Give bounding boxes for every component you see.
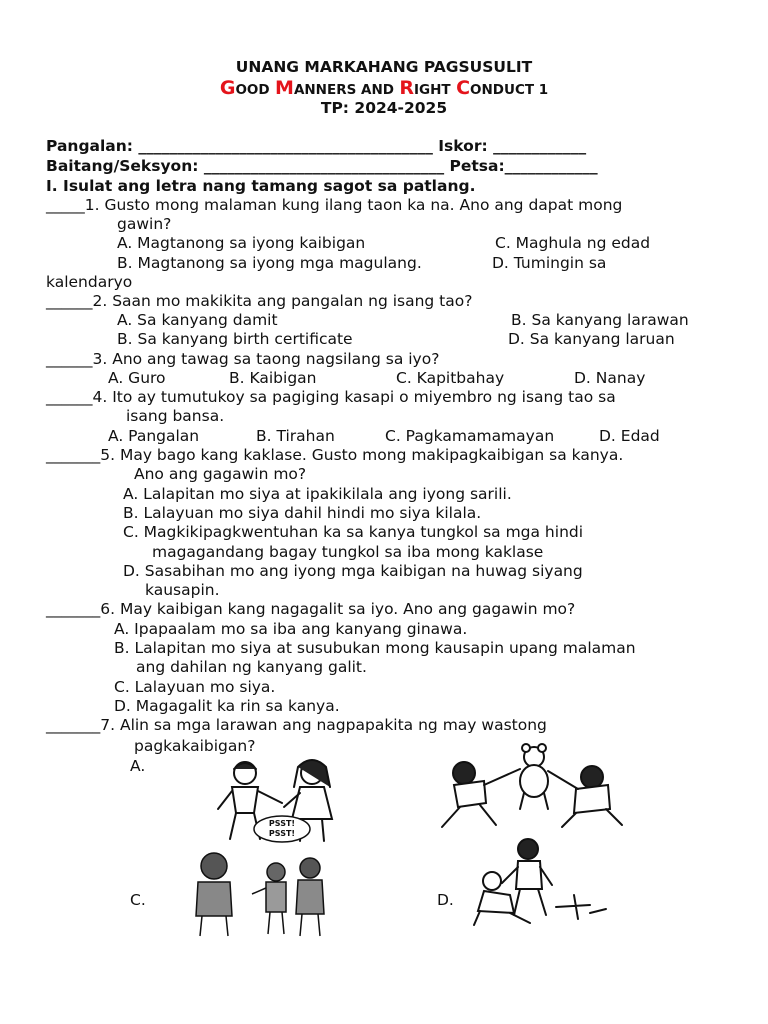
q7-label-d: D. [437,891,454,909]
q4-option-b: B. Tirahan [256,427,335,445]
q5-option-b: B. Lalayuan mo siya dahil hindi mo siya kilala. [123,504,482,522]
psst-caption: PSST! [268,819,296,828]
q1-option-c: C. Maghula ng edad [495,234,651,252]
q4-option-c: C. Pagkamamamayan [385,427,555,445]
name-score-row[interactable]: Pangalan: ______________________________________ Iskor: ____________ [46,137,587,155]
section-date-row[interactable]: Baitang/Seksyon: _______________________________ Petsa:____________ [46,157,598,175]
q4-option-a: A. Pangalan [108,427,200,445]
subject-title-ight: IGHT [414,82,451,98]
q1-option-d: D. Tumingin sa [492,254,607,272]
exam-title: UNANG MARKAHANG PAGSUSULIT [235,58,533,76]
question-5: _______5. May bago kang kaklase. Gusto mong makipagkaibigan sa kanya. [46,446,624,464]
school-year: TP: 2024-2025 [320,99,448,117]
q4-option-d: D. Edad [599,427,660,445]
subject-title-r: R [399,77,415,99]
q3-option-b: B. Kaibigan [229,369,317,387]
q6-option-b-cont: ang dahilan ng kanyang galit. [136,658,367,676]
question-7-cont: pagkakaibigan? [134,737,256,755]
subject-title [0,77,768,99]
subject-title-onduct: ONDUCT 1 [470,82,549,98]
subject-title-m: M [275,77,294,99]
q2-option-b: B. Sa kanyang larawan [511,311,689,329]
q3-option-a: A. Guro [108,369,166,387]
q5-option-d-cont: kausapin. [145,581,220,599]
picture-b-fighting [424,743,644,833]
q5-option-c: C. Magkikipagkwentuhan ka sa kanya tungkol sa mga hindi [123,523,584,541]
picture-a-whispering [190,757,370,847]
q7-label-a: A. [130,757,146,775]
q2-option-a: A. Sa kanyang damit [117,311,278,329]
q6-option-c: C. Lalayuan mo siya. [114,678,276,696]
subject-title-g: G [219,77,236,99]
picture-d-helping [470,835,620,931]
subject-title-c: C [456,77,471,99]
q1-option-a: A. Magtanong sa iyong kaibigan [117,234,366,252]
question-4: ______4. Ito ay tumutukoy sa pagiging kasapi o miyembro ng isang tao sa [46,388,616,406]
q2-option-d: D. Sa kanyang laruan [508,330,675,348]
question-4-cont: isang bansa. [126,407,225,425]
question-7: _______7. Alin sa mga larawan ang nagpapakita ng may wastong [46,716,547,734]
q1-option-d-cont: kalendaryo [46,273,133,291]
q5-option-d: D. Sasabihan mo ang iyong mga kaibigan na huwag siyang [123,562,583,580]
question-1-cont: gawin? [117,215,172,233]
question-3: ______3. Ano ang tawag sa taong nagsilang sa iyo? [46,350,440,368]
q3-option-c: C. Kapitbahay [396,369,505,387]
picture-c-group [186,850,336,938]
question-5-cont: Ano ang gagawin mo? [134,465,307,483]
question-1: _____1. Gusto mong malaman kung ilang taon ka na. Ano ang dapat mong [46,196,623,214]
svg-text:PSST!: PSST! [268,829,296,838]
q3-option-d: D. Nanay [574,369,646,387]
q6-option-a: A. Ipapaalam mo sa iba ang kanyang ginawa. [114,620,468,638]
question-6: _______6. May kaibigan kang nagagalit sa iyo. Ano ang gagawin mo? [46,600,576,618]
q5-option-c-cont: magagandang bagay tungkol sa iba mong kaklase [152,543,544,561]
question-2: ______2. Saan mo makikita ang pangalan ng isang tao? [46,292,473,310]
subject-title-ood: OOD [235,82,270,98]
q6-option-d: D. Magagalit ka rin sa kanya. [114,697,340,715]
q2-option-b2: B. Sa kanyang birth certificate [117,330,353,348]
instruction: I. Isulat ang letra nang tamang sagot sa patlang. [46,177,476,195]
q1-option-b: B. Magtanong sa iyong mga magulang. [117,254,422,272]
q7-label-c: C. [130,891,146,909]
subject-title-anners: ANNERS AND [293,82,394,98]
q6-option-b: B. Lalapitan mo siya at susubukan mong kausapin upang malaman [114,639,636,657]
q5-option-a: A. Lalapitan mo siya at ipakikilala ang iyong sarili. [123,485,512,503]
